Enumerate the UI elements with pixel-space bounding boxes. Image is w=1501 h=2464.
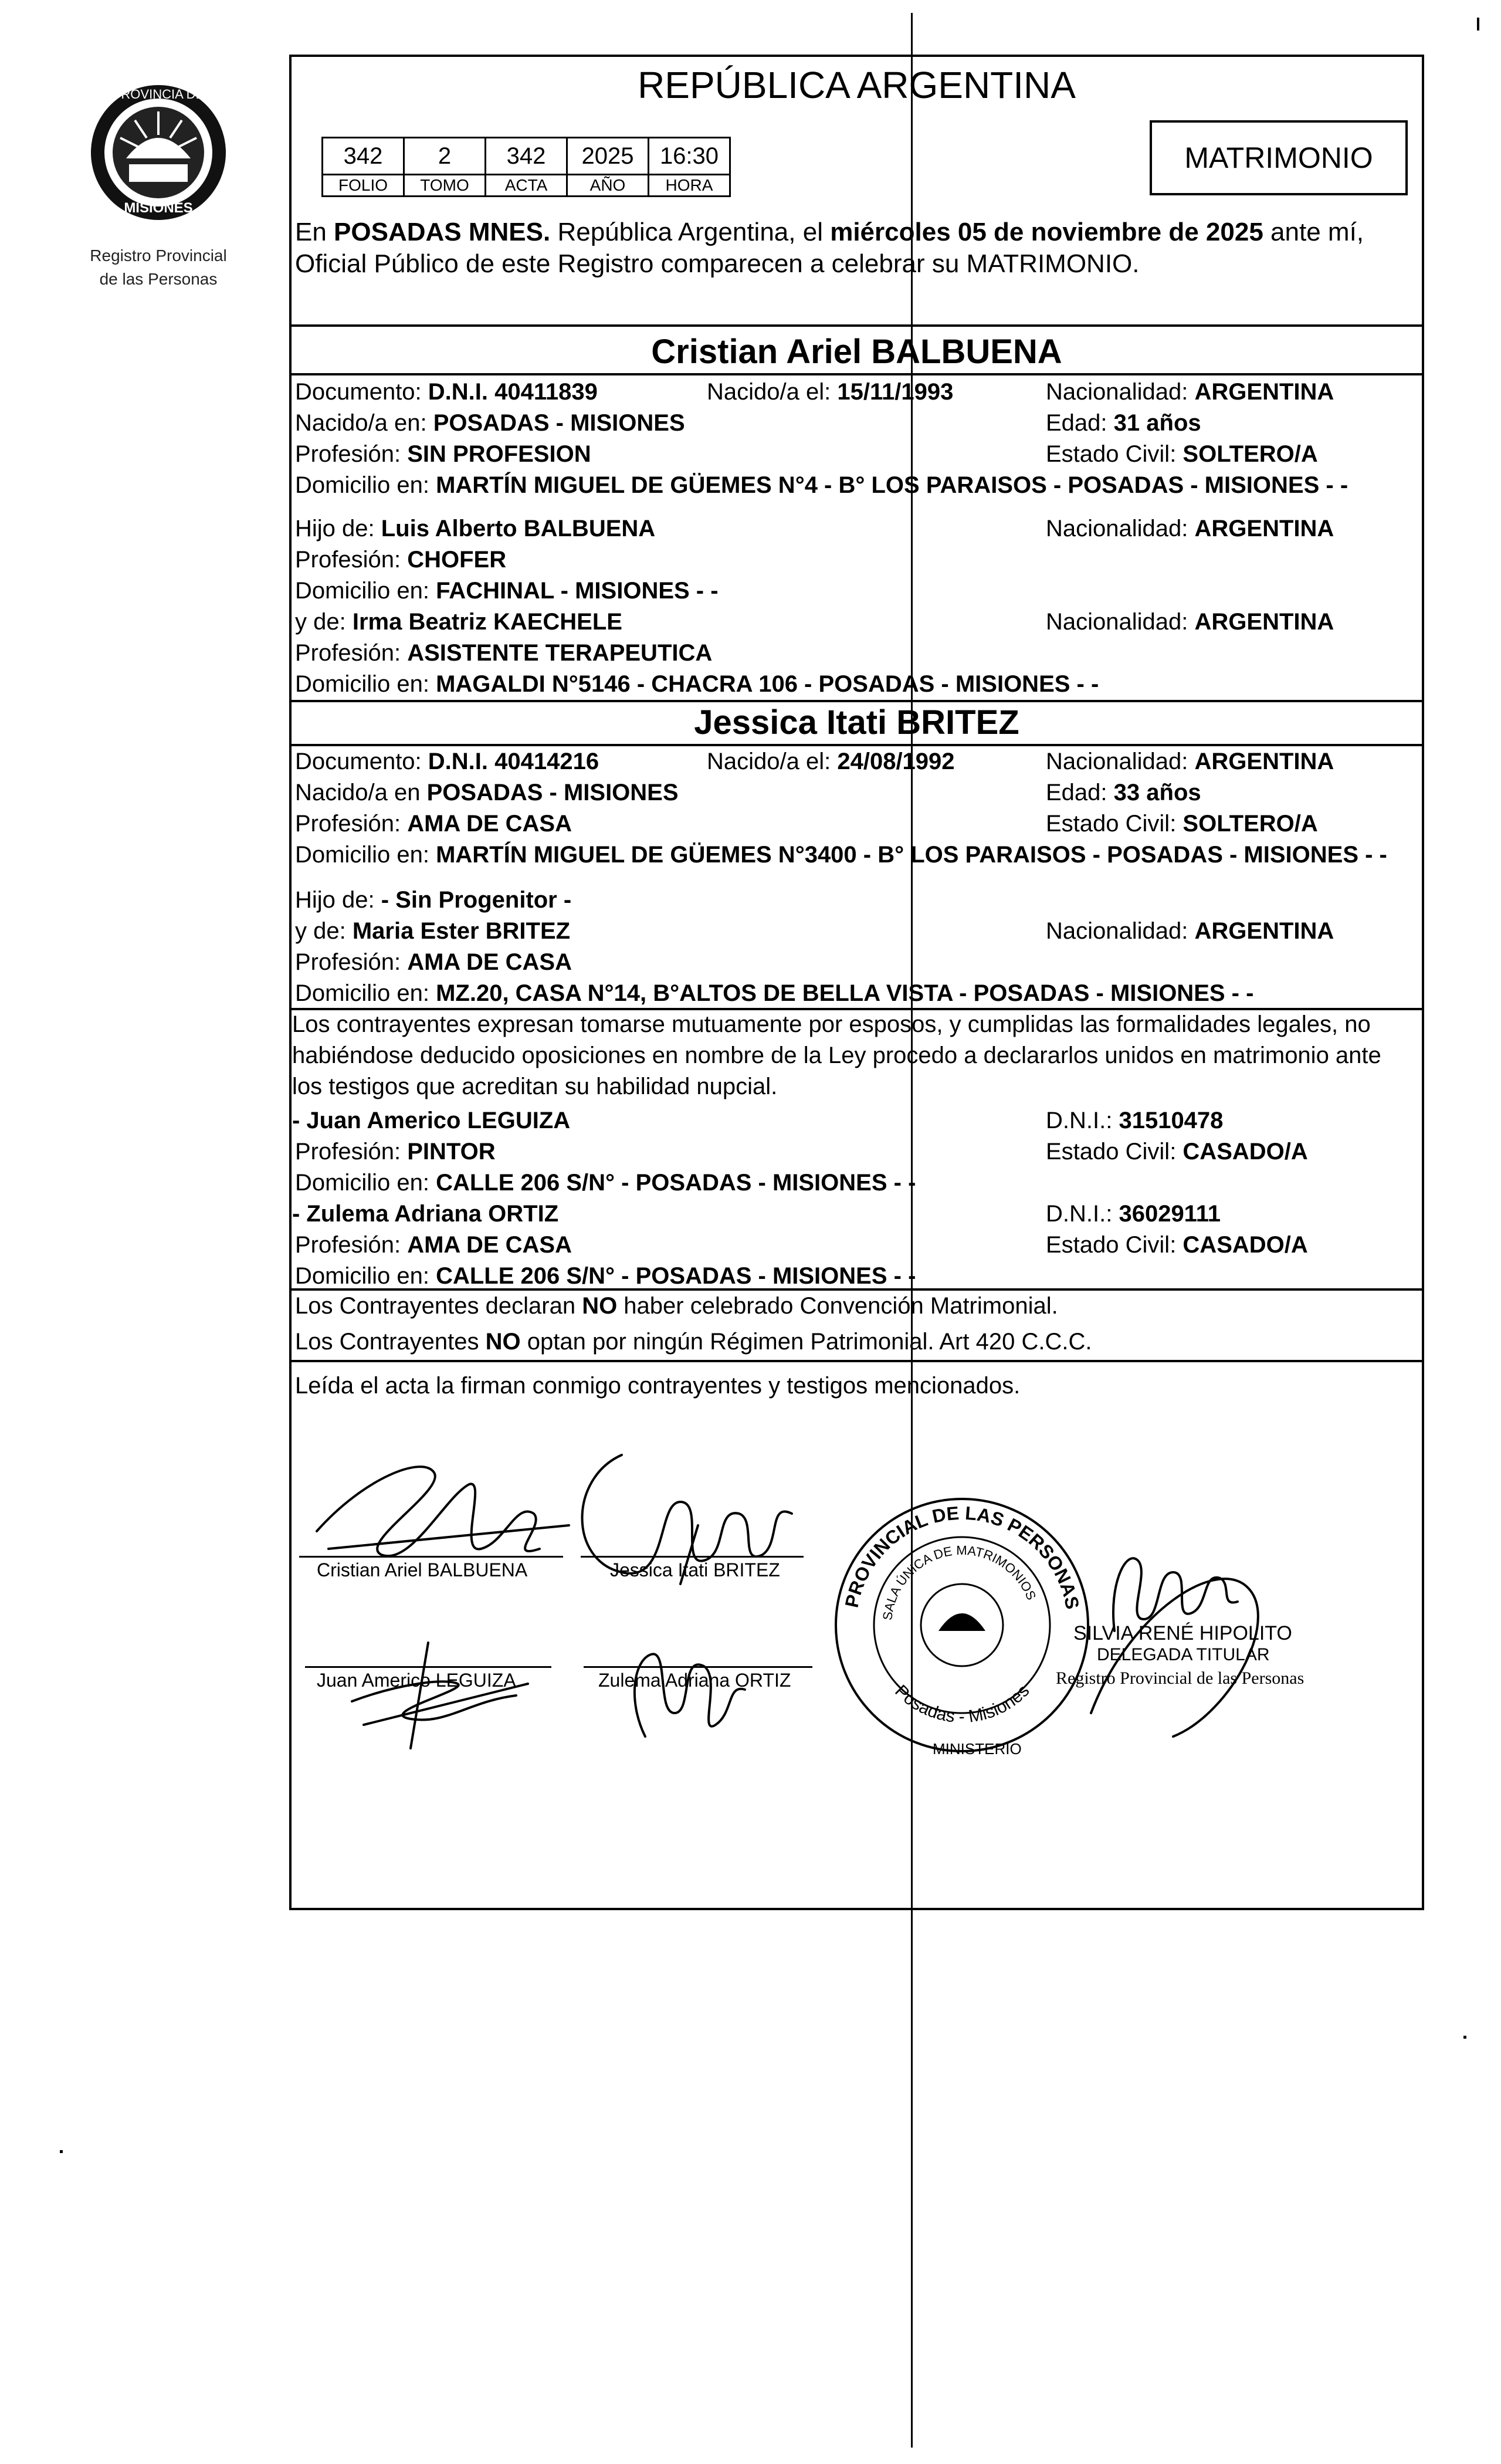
groom-profession: Profesión: SIN PROFESION: [295, 441, 591, 467]
groom-birthdate: Nacido/a el: 15/11/1993: [707, 379, 954, 405]
witness-1-signature-icon: [352, 1643, 528, 1748]
witness-2-name: - Zulema Adriana ORTIZ: [292, 1201, 559, 1227]
bride-nationality: Nacionalidad: ARGENTINA: [1046, 749, 1334, 774]
regime-line-2: Los Contrayentes NO optan por ningún Régimen Patrimonial. Art 420 C.C.C.: [295, 1329, 1092, 1355]
logo-caption-1: Registro Provincial: [90, 246, 227, 265]
stray-mark: [60, 2150, 63, 2153]
bride-document: Documento: D.N.I. 40414216: [295, 749, 599, 774]
stamp-line-1: SILVIA RENÉ HIPOLITO: [1073, 1622, 1292, 1644]
bride-profession: Profesión: AMA DE CASA: [295, 811, 572, 837]
folio-label: FOLIO: [323, 175, 404, 197]
groom-father: Hijo de: Luis Alberto BALBUENA: [295, 516, 656, 541]
witness-1-signature-label: Juan Americo LEGUIZA: [317, 1670, 516, 1691]
declaration-line-1: Los contrayentes expresan tomarse mutuamente por esposos, y cumplidas las formalidades legales, no: [292, 1011, 1371, 1037]
bride-father: Hijo de: - Sin Progenitor -: [295, 887, 572, 913]
logo-caption-2: de las Personas: [99, 270, 218, 288]
regime-line-1: Los Contrayentes declaran NO haber celebrado Convención Matrimonial.: [295, 1293, 1058, 1319]
bride-mother: y de: Maria Ester BRITEZ: [295, 918, 571, 944]
witness-2-profession: Profesión: AMA DE CASA: [295, 1232, 572, 1258]
signature-line: [581, 1556, 804, 1558]
groom-signature-icon: [317, 1467, 569, 1556]
tomo-label: TOMO: [404, 175, 486, 197]
signature-line: [299, 1556, 563, 1558]
divider: [289, 324, 1424, 327]
intro-line-1: En POSADAS MNES. República Argentina, el miércoles 05 de noviembre de 2025 ante mí,: [295, 218, 1364, 246]
groom-age: Edad: 31 años: [1046, 410, 1201, 436]
stray-mark: [1463, 2036, 1466, 2039]
stamp-line-2: DELEGADA TITULAR: [1097, 1645, 1270, 1664]
intro-line-2: Oficial Público de este Registro comparecen a celebrar su MATRIMONIO.: [295, 249, 1140, 278]
bride-birthplace: Nacido/a en POSADAS - MISIONES: [295, 780, 679, 805]
witness-1-profession: Profesión: PINTOR: [295, 1139, 496, 1165]
divider: [289, 1360, 1424, 1362]
acta-label: ACTA: [486, 175, 567, 197]
seal-ring-text: PROVINCIAL DE LAS PERSONAS: [841, 1502, 1083, 1611]
seal-ministry-text: MINISTERIO: [933, 1740, 1022, 1758]
bride-birthdate: Nacido/a el: 24/08/1992: [707, 749, 955, 774]
groom-mother: y de: Irma Beatriz KAECHELE: [295, 609, 622, 635]
witness-1-civil-status: Estado Civil: CASADO/A: [1046, 1139, 1308, 1165]
groom-mother-profession: Profesión: ASISTENTE TERAPEUTICA: [295, 640, 713, 666]
page-title: REPÚBLICA ARGENTINA: [638, 64, 1076, 106]
bride-mother-nationality: Nacionalidad: ARGENTINA: [1046, 918, 1334, 944]
emblem-text-bottom: MISIONES: [124, 200, 193, 216]
hora-value: 16:30: [649, 138, 730, 175]
anio-value: 2025: [567, 138, 649, 175]
groom-document: Documento: D.N.I. 40411839: [295, 379, 598, 405]
groom-mother-nationality: Nacionalidad: ARGENTINA: [1046, 609, 1334, 635]
stamp-line-3: Registro Provincial de las Personas: [1056, 1668, 1305, 1688]
groom-nationality: Nacionalidad: ARGENTINA: [1046, 379, 1334, 405]
witness-1-address: Domicilio en: CALLE 206 S/N° - POSADAS - MISIONES - -: [295, 1170, 916, 1196]
witness-1-name: - Juan Americo LEGUIZA: [292, 1108, 571, 1133]
bride-name: Jessica Itati BRITEZ: [694, 703, 1019, 742]
declaration-line-3: los testigos que acreditan su habilidad nupcial.: [292, 1074, 778, 1099]
groom-signature-label: Cristian Ariel BALBUENA: [317, 1559, 528, 1580]
registry-table: [321, 137, 731, 197]
seal-inner-text: SALA ÚNICA DE MATRIMONIOS: [880, 1542, 1039, 1622]
seal-bottom-text: Posadas - Misiones: [891, 1681, 1034, 1727]
witness-2-dni: D.N.I.: 36029111: [1046, 1201, 1221, 1227]
anio-label: AÑO: [567, 175, 649, 197]
groom-father-address: Domicilio en: FACHINAL - MISIONES - -: [295, 578, 719, 604]
corner-mark: [1477, 18, 1479, 31]
groom-father-profession: Profesión: CHOFER: [295, 547, 507, 573]
acta-value: 342: [486, 138, 567, 175]
act-type-box: MATRIMONIO: [1150, 120, 1408, 195]
signature-line: [584, 1666, 812, 1668]
groom-mother-address: Domicilio en: MAGALDI N°5146 - CHACRA 106 - POSADAS - MISIONES - -: [295, 671, 1099, 697]
hora-label: HORA: [649, 175, 730, 197]
divider: [289, 744, 1424, 746]
svg-text:Posadas - Misiones: [891, 1681, 1033, 1727]
groom-birthplace: Nacido/a en: POSADAS - MISIONES: [295, 410, 685, 436]
bride-mother-profession: Profesión: AMA DE CASA: [295, 949, 572, 975]
divider: [289, 1288, 1424, 1291]
groom-name: Cristian Ariel BALBUENA: [651, 333, 1062, 371]
bride-address: Domicilio en: MARTÍN MIGUEL DE GÜEMES N°3400 - B° LOS PARAISOS - POSADAS - MISIONES - -: [295, 842, 1387, 868]
witness-2-signature-label: Zulema Adriana ORTIZ: [598, 1670, 791, 1691]
tomo-value: 2: [404, 138, 486, 175]
groom-father-nationality: Nacionalidad: ARGENTINA: [1046, 516, 1334, 541]
official-seal-icon: [836, 1499, 1088, 1758]
registry-logo: [70, 70, 246, 264]
emblem-icon: [70, 70, 246, 258]
signature-line: [305, 1666, 551, 1668]
bride-age: Edad: 33 años: [1046, 780, 1201, 805]
closing-text: Leída el acta la firman conmigo contrayentes y testigos mencionados.: [295, 1373, 1021, 1399]
divider: [289, 700, 1424, 702]
witness-2-civil-status: Estado Civil: CASADO/A: [1046, 1232, 1308, 1258]
bride-civil-status: Estado Civil: SOLTERO/A: [1046, 811, 1318, 837]
groom-civil-status: Estado Civil: SOLTERO/A: [1046, 441, 1318, 467]
divider: [289, 373, 1424, 375]
emblem-text-top: PROVINCIA DE: [112, 87, 205, 101]
signatures-layer: [293, 1408, 1437, 1772]
witness-2-address: Domicilio en: CALLE 206 S/N° - POSADAS - MISIONES - -: [295, 1263, 916, 1289]
declaration-line-2: habiéndose deducido oposiciones en nombre de la Ley procedo a declararlos unidos en matrimonio ante: [292, 1043, 1381, 1068]
witness-1-dni: D.N.I.: 31510478: [1046, 1108, 1224, 1133]
folio-value: 342: [323, 138, 404, 175]
bride-signature-label: Jessica Itati BRITEZ: [610, 1559, 780, 1580]
bride-mother-address: Domicilio en: MZ.20, CASA N°14, B°ALTOS DE BELLA VISTA - POSADAS - MISIONES - -: [295, 980, 1254, 1006]
groom-address: Domicilio en: MARTÍN MIGUEL DE GÜEMES N°4 - B° LOS PARAISOS - POSADAS - MISIONES - -: [295, 472, 1348, 498]
official-stamp: [1056, 1622, 1304, 1688]
